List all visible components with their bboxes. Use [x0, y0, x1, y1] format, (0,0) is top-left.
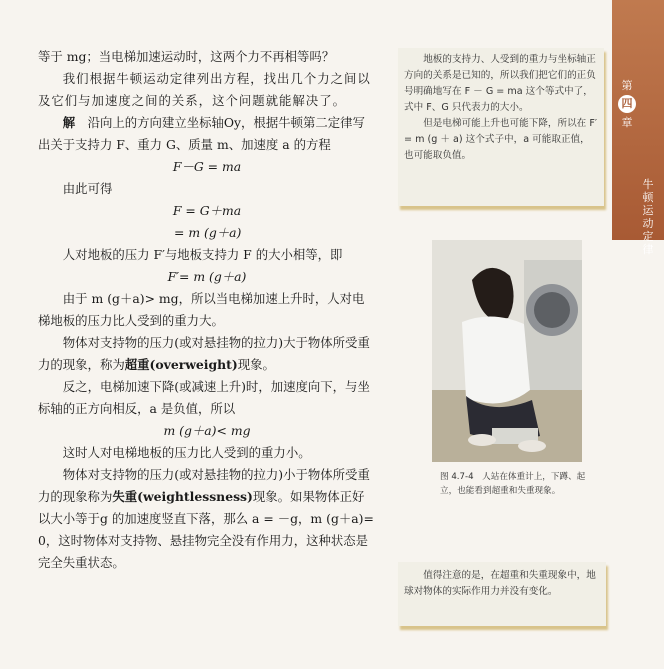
- equation-2: F = G＋ma: [172, 203, 242, 218]
- para-2: 我们根据牛顿运动定律列出方程，找出几个力之间以及它们与加速度之间的关系，这个问题就能解决了。: [38, 71, 371, 108]
- chapter-di: 第: [621, 79, 633, 92]
- para-3-text: 沿向上的方向建立坐标轴Oy，根据牛顿第二定律写出关于支持力 F、重力 G、质量 m、加速度 a 的方程: [38, 115, 365, 152]
- chapter-title: 牛顿运动定律: [642, 178, 654, 256]
- para-5: 人对地板的压力 F′与地板支持力 F 的大小相等，即: [62, 247, 343, 262]
- chapter-number: [616, 78, 638, 130]
- figure-photo: [432, 240, 582, 462]
- term-overweight: 超重(overweight): [124, 357, 238, 372]
- chapter-zhang: 章: [621, 116, 633, 129]
- main-text: [38, 46, 376, 574]
- margin-note-1-p1: 地板的支持力、人受到的重力与坐标轴正方向的关系是已知的，所以我们把它们的正负号明确地写在 F － G = ma 这个等式中了，式中 F、G 只代表力的大小。: [404, 54, 596, 113]
- margin-note-2: [398, 562, 606, 626]
- chapter-num-badge: 四: [618, 95, 636, 113]
- figure-caption: 图 4.7-4 人站在体重计上，下蹲、起立，也能看到超重和失重现象。: [440, 472, 586, 496]
- para-7a: 物体对支持物的压力(或对悬挂物的拉力)大于物体所受重力的现象，称为: [38, 335, 370, 372]
- girl-on-scale-illustration: [432, 240, 582, 462]
- para-10: [38, 464, 376, 574]
- equation-1: F－G = ma: [172, 159, 242, 174]
- margin-note-1: [398, 48, 604, 206]
- margin-note-1-p2: 但是电梯可能上升也可能下降，所以在 F′ = m (g ＋ a) 这个式子中，a 可能取正值，也可能取负值。: [404, 118, 598, 161]
- para-7b: 现象。: [237, 357, 275, 372]
- para-10b: 现象。如果物体正好以大小等于g 的加速度竖直下落，那么 a = －g，m (g＋a)= 0，这时物体对支持物、悬挂物完全没有作用力，这种状态是完全失重状态。: [38, 489, 374, 570]
- para-3: [38, 112, 376, 156]
- para-4: 由此可得: [62, 181, 113, 196]
- para-8: 反之，电梯加速下降(或减速上升)时，加速度向下，与坐标轴的正方向相反，a 是负值，所以: [38, 379, 370, 416]
- term-weightlessness: 失重(weightlessness): [112, 489, 253, 504]
- para-6: 由于 m (g＋a)> mg，所以当电梯加速上升时，人对电梯地板的压力比人受到的重力大。: [38, 291, 365, 328]
- para-1: 等于 mg；当电梯加速运动时，这两个力不再相等吗？: [38, 49, 335, 64]
- para-10a: 物体对支持物的压力(或对悬挂物的拉力)小于物体所受重力的现象称为: [38, 467, 370, 504]
- solve-label: 解: [62, 115, 76, 130]
- margin-note-2-text: 值得注意的是，在超重和失重现象中，地球对物体的实际作用力并没有变化。: [404, 570, 596, 597]
- equation-3: = m (g＋a): [174, 225, 242, 240]
- equation-4: F′= m (g＋a): [167, 269, 247, 284]
- para-7: [38, 332, 376, 376]
- equation-5: m (g＋a)< mg: [163, 423, 251, 438]
- para-9: 这时人对电梯地板的压力比人受到的重力小。: [62, 445, 311, 460]
